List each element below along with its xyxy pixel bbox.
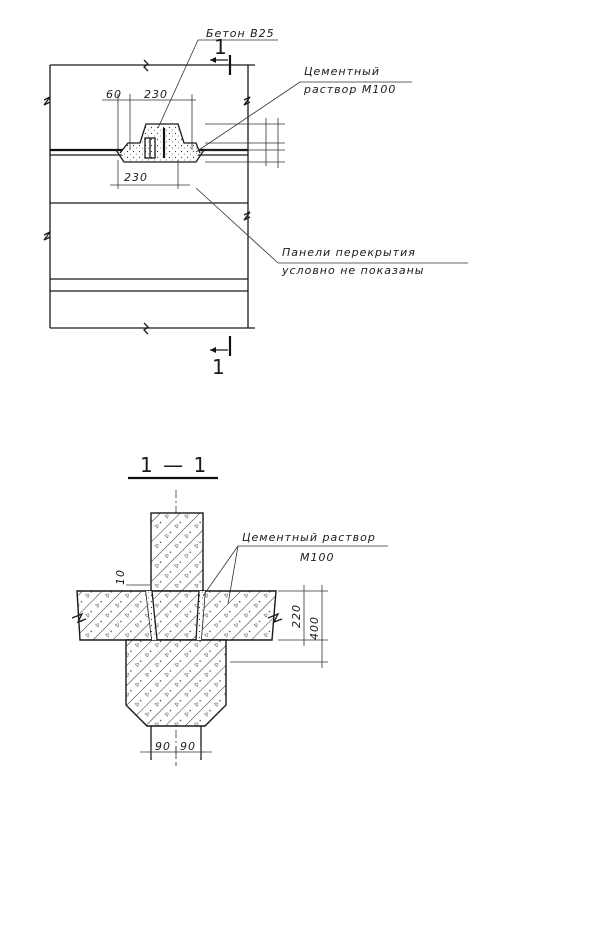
label-concrete: Бетон В25 [206, 27, 275, 40]
label-mortar-line1-section: Цементный раствор [242, 531, 376, 544]
label-mortar-line1-plan: Цементный [304, 65, 380, 78]
label-panels-line1: Панели перекрытия [282, 246, 416, 259]
section-title: 1 — 1 [140, 453, 209, 477]
dim-10: 10 [114, 569, 127, 585]
label-mortar-line2-plan: раствор М100 [304, 83, 397, 96]
dim-400: 400 [308, 616, 321, 640]
dim-220: 220 [290, 604, 303, 628]
label-panels-line2: условно не показаны [282, 264, 425, 277]
dim-90-right: 90 [180, 740, 196, 753]
label-mortar-line2-section: М100 [300, 551, 335, 564]
section-mark-top: 1 [214, 35, 229, 59]
dim-230-top-plan: 230 [144, 88, 168, 101]
plan-view [44, 27, 468, 379]
dim-90-left: 90 [155, 740, 171, 753]
dim-60-plan: 60 [106, 88, 122, 101]
section-view [72, 453, 388, 766]
dim-230-bottom-plan: 230 [124, 171, 148, 184]
section-mark-bottom: 1 [212, 355, 227, 379]
